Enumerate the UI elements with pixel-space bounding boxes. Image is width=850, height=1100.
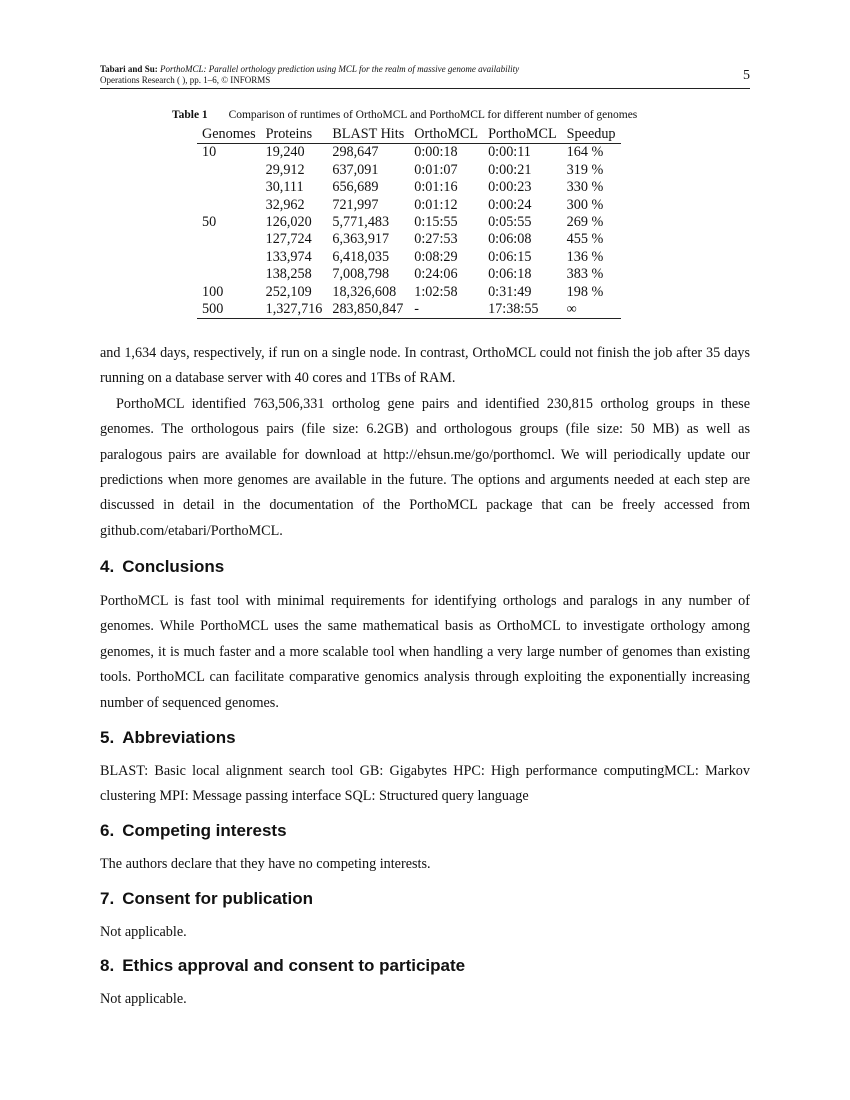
table-label: Table 1 [172,109,208,121]
section-title: Ethics approval and consent to participate [122,956,466,975]
table-row [197,231,621,248]
table-cell [197,162,261,179]
table-cell: 1,327,716 [265,301,323,318]
paragraph: BLAST: Basic local alignment search tool GB: Gigabytes HPC: High performance computingMCL: Markov clustering MPI: Message passing interface SQL: Structured query language [100,763,750,805]
table-caption-text: Comparison of runtimes of OrthoMCL and PorthoMCL for different number of genomes [228,109,638,121]
table-row [197,162,621,179]
table-cell: 50 [202,214,217,231]
table-cell: 127,724 [265,231,312,248]
table-row [197,266,621,283]
section-number: 5. [100,728,115,747]
section-title: Consent for publication [122,889,313,908]
section-title: Abbreviations [122,728,236,747]
column-header: Speedup [562,126,621,144]
table-cell: 30,111 [265,179,304,196]
section-number: 4. [100,557,115,576]
section-text [100,759,750,810]
table-cell: 32,962 [265,196,305,213]
table-cell: 0:15:55 [414,214,458,231]
table-cell: 18,326,608 [332,283,397,300]
column-header: OrthoMCL [409,126,483,144]
section-number: 7. [100,889,115,908]
table-cell [197,249,261,266]
table-cell: 0:08:29 [414,248,458,265]
table-cell: 721,997 [332,196,379,213]
table-cell: 126,020 [265,214,312,231]
table-cell: 0:00:11 [488,144,531,161]
section-heading [100,557,224,577]
table-cell: 6,418,035 [332,248,390,265]
section-heading [100,956,465,976]
section-number: 8. [100,956,115,975]
column-header: Genomes [197,126,261,144]
paragraph: PorthoMCL is fast tool with minimal requirements for identifying orthologs and paralogs in any number of genomes. While PorthoMCL uses the same mathematical basis as OrthoMCL to investigate orthology among genomes, it is much faster and a more scalable tool when handling a very large number of genomes than existing tools. PorthoMCL can facilitate comparative genomics analysis through exploiting the exponentially increasing number of sequenced genomes. [100,593,750,711]
section-text [100,852,750,877]
paragraph: The authors declare that they have no competing interests. [100,856,431,872]
body-text-block-1 [100,341,750,544]
table-cell: ∞ [566,301,577,318]
table-cell: 0:06:15 [488,248,532,265]
table-cell: 500 [202,301,224,318]
section-heading [100,889,313,909]
table-cell: 100 [202,283,224,300]
table-cell: 656,689 [332,179,379,196]
table-cell: 1:02:58 [414,283,458,300]
table-cell [197,179,261,196]
table-row [197,249,621,266]
table-cell: 0:00:23 [488,179,532,196]
column-header: BLAST Hits [327,126,409,144]
table-cell: 0:01:07 [414,161,458,178]
table-cell: 19,240 [265,144,305,161]
header-title: PorthoMCL: Parallel orthology prediction using MCL for the realm of massive genome availability [159,64,520,74]
column-header: PorthoMCL [483,126,562,144]
table-row [197,214,621,231]
runtime-table [197,126,621,319]
table-row [197,284,621,301]
table-cell [197,266,261,283]
table-caption [172,109,732,121]
header-divider [100,88,750,89]
section-number: 6. [100,821,115,840]
paragraph: Not applicable. [100,924,187,940]
table-row [197,144,621,162]
table-cell: 300 % [566,196,604,213]
table-cell: 252,109 [265,283,312,300]
table-cell [197,231,261,248]
table-cell: 637,091 [332,161,379,178]
section-text [100,920,750,945]
table-cell: 269 % [566,214,604,231]
table-cell: 0:06:08 [488,231,532,248]
table-cell: 6,363,917 [332,231,390,248]
table-cell: 0:00:18 [414,144,458,161]
table-cell: 164 % [566,144,604,161]
table-cell: 0:00:24 [488,196,532,213]
paragraph: PorthoMCL identified 763,506,331 ortholog gene pairs and identified 230,815 ortholog groups in these genomes. The orthologous pairs (file size: 6.2GB) and orthologous groups (file size: 50 MB) as well as paralogous pairs are available for download at http://ehsun.me/go/porthomcl. We will periodically update our predictions when more genomes are available in the future. The options and arguments needed at each step are discussed in detail in the documentation of the PorthoMCL package that can be freely accessed from github.com/etabari/PorthoMCL. [100,395,750,539]
table-cell: 10 [202,144,217,161]
table-cell: 319 % [566,161,604,178]
section-title: Competing interests [122,821,287,840]
table-cell: 7,008,798 [332,266,390,283]
header-authors: Tabari and Su: [100,64,158,74]
section-heading [100,821,287,841]
header-line-1 [100,64,750,75]
table-cell: 283,850,847 [332,301,404,318]
section-text [100,589,750,716]
table-cell [197,197,261,214]
table-cell: 29,912 [265,161,305,178]
table-cell: 5,771,483 [332,214,390,231]
table-cell: 136 % [566,248,604,265]
paragraph: Not applicable. [100,991,187,1007]
table-row [197,301,621,319]
table-cell: 0:00:21 [488,161,532,178]
table-header-row [197,126,621,144]
running-header [100,64,750,86]
table-cell: 0:01:16 [414,179,458,196]
section-text [100,987,750,1012]
table-cell: 383 % [566,266,604,283]
table-cell: 0:06:18 [488,266,532,283]
paragraph: and 1,634 days, respectively, if run on a single node. In contrast, OrthoMCL could not finish the job after 35 days running on a database server with 40 cores and 1TBs of RAM. [100,345,750,387]
table-row [197,197,621,214]
table-cell: 0:31:49 [488,283,532,300]
table-cell: 455 % [566,231,604,248]
table-cell: 330 % [566,179,604,196]
table-cell: 133,974 [265,248,312,265]
section-heading [100,728,236,748]
table-cell: 17:38:55 [488,301,539,318]
table-cell: 0:27:53 [414,231,458,248]
table-row [197,179,621,196]
table-cell: - [414,301,419,318]
table-cell: 138,258 [265,266,312,283]
table-cell: 0:24:06 [414,266,458,283]
table-cell: 298,647 [332,144,379,161]
table-cell: 198 % [566,283,604,300]
table-cell: 0:05:55 [488,214,532,231]
table-cell: 0:01:12 [414,196,458,213]
page-number: 5 [743,68,750,83]
column-header: Proteins [261,126,328,144]
section-title: Conclusions [122,557,225,576]
header-journal: Operations Research ( ), pp. 1–6, © INFORMS [100,75,271,85]
